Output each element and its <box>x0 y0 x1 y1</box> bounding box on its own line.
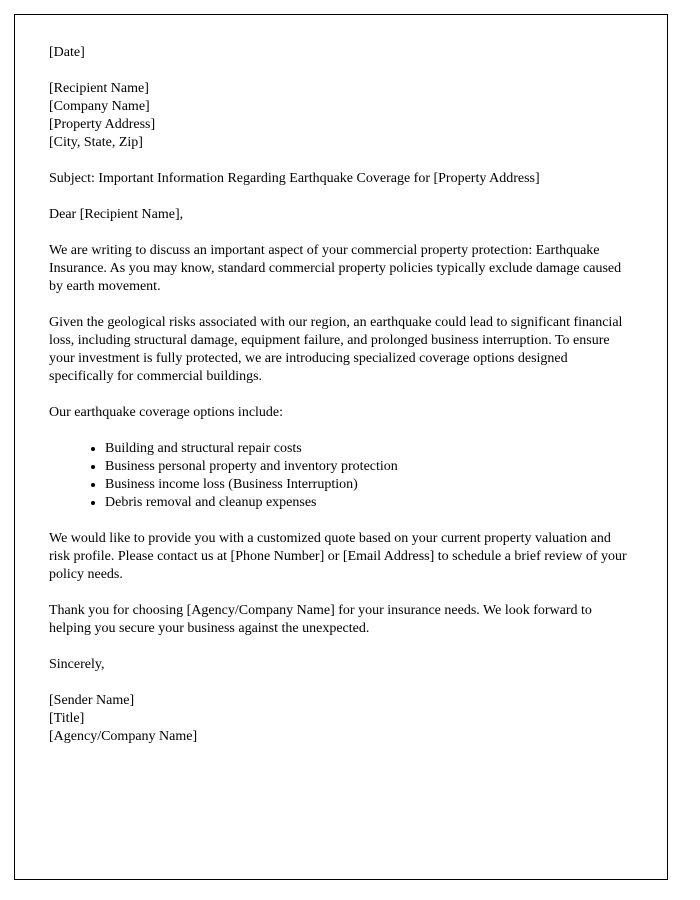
bullet-intro: Our earthquake coverage options include: <box>49 405 284 420</box>
date-block <box>49 44 633 62</box>
company-name-line: [Company Name] <box>49 99 150 114</box>
body-paragraph-3: We would like to provide you with a customized quote based on your current property valuation and risk profile. Please contact us at [Phone Number] or [Email Address] to schedule a brief review of your policy needs. <box>49 531 627 582</box>
salutation: Dear [Recipient Name], <box>49 207 184 222</box>
recipient-name-line: [Recipient Name] <box>49 81 149 96</box>
body-paragraph-2: Given the geological risks associated with our region, an earthquake could lead to significant financial loss, including structural damage, equipment failure, and prolonged business interruption. To ensure your investment is fully protected, we are introducing specialized coverage options designed specifically for commercial buildings. <box>49 315 623 384</box>
letter-page <box>14 14 668 880</box>
sender-title-line: [Title] <box>49 711 85 726</box>
subject-line: Subject: Important Information Regarding Earthquake Coverage for [Property Address] <box>49 171 540 186</box>
city-state-zip-line: [City, State, Zip] <box>49 135 143 150</box>
sender-name-line: [Sender Name] <box>49 693 135 708</box>
coverage-bullet-list <box>49 440 633 512</box>
body-paragraph-1: We are writing to discuss an important aspect of your commercial property protection: Earthquake Insurance. As you may know, standard commercial property policies typically exclude damage caused by earth movement. <box>49 243 622 294</box>
agency-name-line: [Agency/Company Name] <box>49 729 198 744</box>
signature-block <box>49 692 633 746</box>
body-paragraph-4: Thank you for choosing [Agency/Company Name] for your insurance needs. We look forward to helping you secure your business against the unexpected. <box>49 603 592 636</box>
date-line: [Date] <box>49 45 85 60</box>
recipient-block <box>49 80 633 152</box>
bullet-item: • Building and structural repair costs <box>105 440 633 458</box>
bullet-item: • Business income loss (Business Interruption) <box>105 476 633 494</box>
bullet-item: • Debris removal and cleanup expenses <box>105 494 633 512</box>
property-address-line: [Property Address] <box>49 117 156 132</box>
closing: Sincerely, <box>49 657 105 672</box>
bullet-item: • Business personal property and inventory protection <box>105 458 633 476</box>
